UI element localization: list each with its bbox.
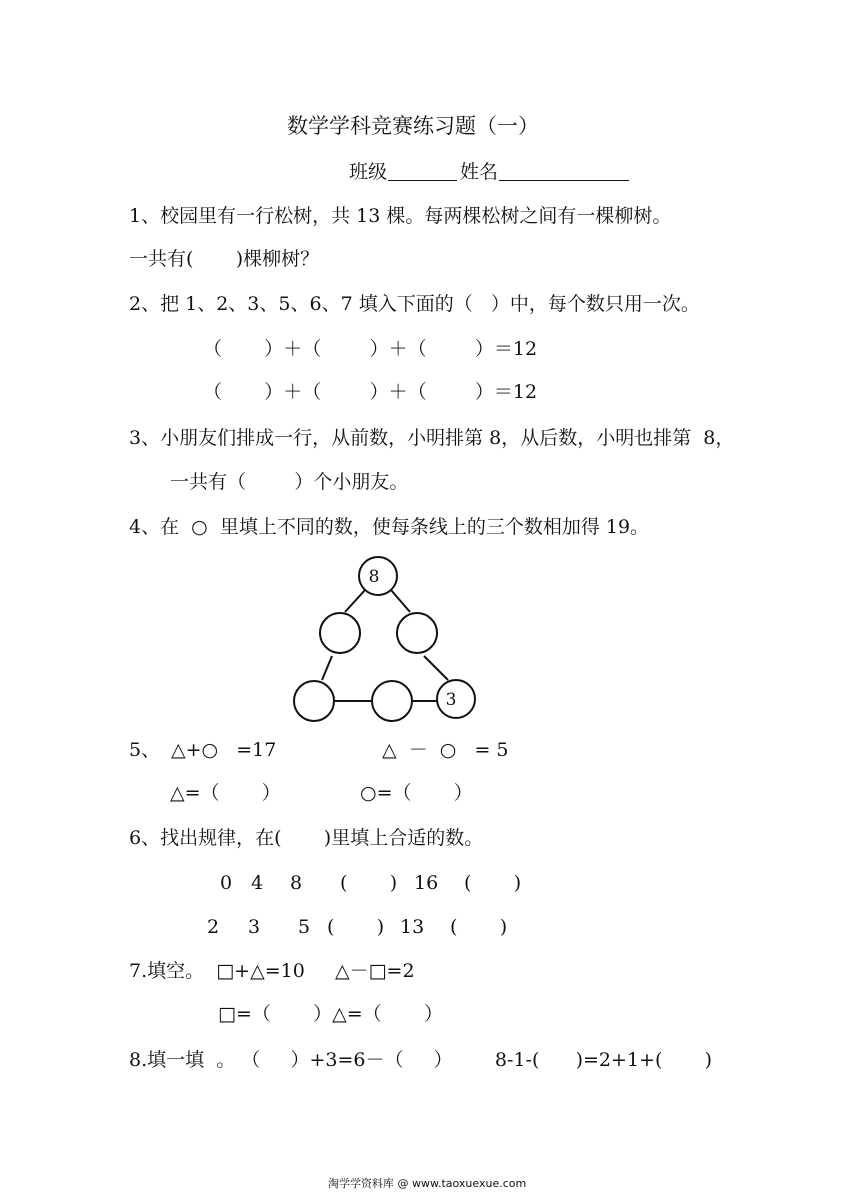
question-7-line-1: 7.填空。 □+△=10 △－□=2 xyxy=(129,960,415,982)
question-5-answer-1: △=（ ） xyxy=(170,782,281,804)
question-2-equation-1: （ ）＋（ ）＋（ ）＝12 xyxy=(203,338,538,360)
question-1-line-2: 一共有( )棵柳树？ xyxy=(129,248,320,270)
diagram-circle-bottom-left xyxy=(294,681,334,721)
sequence-row-2-item: 2 xyxy=(207,916,220,938)
name-label: 姓名 xyxy=(460,161,499,183)
diagram-circle-mid-right xyxy=(397,613,437,653)
sequence-row-2-item: 13 xyxy=(400,916,425,938)
sequence-row-1-item: 16 xyxy=(414,872,439,894)
question-5-answer-2: ○=（ ） xyxy=(360,782,473,804)
circle-value-bottom-right: 3 xyxy=(445,690,457,710)
question-5-equation-2: △ － ○ = 5 xyxy=(382,739,509,761)
question-1-line-1: 1、校园里有一行松树，共 13 棵。每两棵松树之间有一棵柳树。 xyxy=(129,205,672,227)
sequence-row-1-item: 0 xyxy=(220,872,233,894)
question-7-line-2: □=（ ）△=（ ） xyxy=(218,1003,443,1025)
class-label: 班级 xyxy=(349,161,388,183)
question-3-line-1: 3、小朋友们排成一行，从前数，小明排第 8，从后数，小明也排第 8， xyxy=(129,427,735,449)
sequence-row-2-item: 5 xyxy=(298,916,311,938)
diagram-line xyxy=(424,656,448,680)
footer-watermark: 淘学学资料库 @ www.taoxuexue.com xyxy=(328,1177,527,1190)
sequence-row-2-item: ( ) xyxy=(450,916,508,938)
sequence-row-1-item: ( ) xyxy=(464,872,522,894)
sequence-row-1-item: ( ) xyxy=(340,872,398,894)
question-4-line-1: 4、在 ○ 里填上不同的数，使每条线上的三个数相加得 19。 xyxy=(129,516,650,538)
sequence-row-1-item: 8 xyxy=(290,872,303,894)
sequence-row-2-item: 3 xyxy=(248,916,261,938)
diagram-line xyxy=(345,590,365,612)
page-title: 数学学科竞赛练习题（一） xyxy=(287,114,539,138)
sequence-row-1-item: 4 xyxy=(251,872,264,894)
question-3-line-2: 一共有（ ）个小朋友。 xyxy=(170,471,409,493)
question-2-line-1: 2、把 1、2、3、5、6、7 填入下面的（ ）中，每个数只用一次。 xyxy=(129,293,700,315)
diagram-circle-bottom-middle xyxy=(372,681,412,721)
circle-value-top: 8 xyxy=(368,567,380,587)
diagram-line xyxy=(391,590,410,612)
sequence-row-2-item: ( ) xyxy=(327,916,385,938)
question-6-line-1: 6、找出规律，在( )里填上合适的数。 xyxy=(129,827,484,849)
diagram-circle-mid-left xyxy=(320,613,360,653)
diagram-line xyxy=(322,656,332,680)
question-2-equation-2: （ ）＋（ ）＋（ ）＝12 xyxy=(203,381,538,403)
question-5-number: 5、 xyxy=(129,739,161,761)
question-5-equation-1: △+○ =17 xyxy=(171,739,277,761)
question-8-line-1: 8.填一填 。 （ ）+3=6－（ ） 8-1-( )=2+1+( ) xyxy=(129,1049,713,1071)
